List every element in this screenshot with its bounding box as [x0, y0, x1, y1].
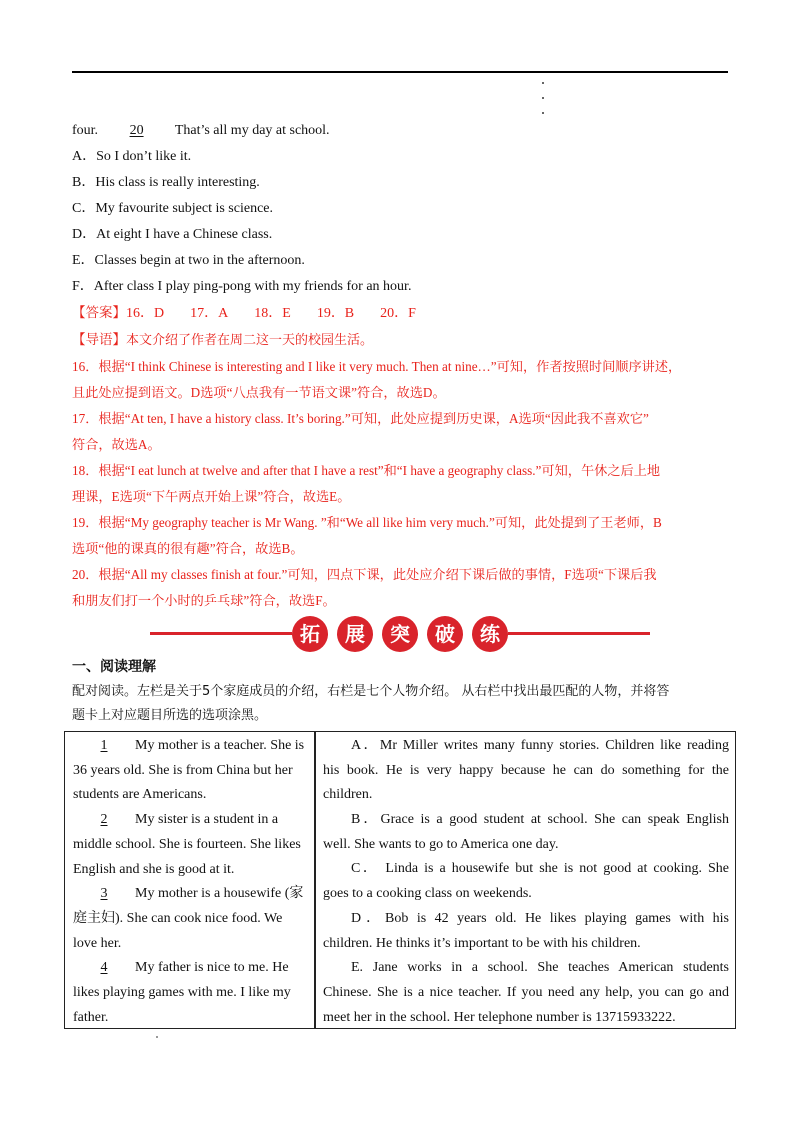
- option-e: E．Classes begin at two in the afternoon.: [72, 253, 305, 268]
- left-item-text: 36 years old. She is from China but her: [73, 762, 293, 778]
- matching-table: [64, 731, 736, 1029]
- right-item-a: [323, 734, 729, 808]
- option-a: A．So I don’t like it.: [72, 149, 192, 164]
- banner-char: 拓: [292, 616, 328, 652]
- option-f: F．After class I play ping-pong with my friends for an hour.: [72, 279, 412, 294]
- right-item-text: D．Bob is 42 years old. He likes playing games with his: [351, 910, 729, 926]
- explanation-18-line1: 18．根据“I eat lunch at twelve and after that I have a rest”和“I have a geography class.”可知，午休之后上地: [72, 463, 661, 478]
- left-item-text: My father is nice to me. He: [135, 960, 289, 976]
- option-d: D．At eight I have a Chinese class.: [72, 227, 273, 242]
- banner-char: 练: [472, 616, 508, 652]
- answer-blank-1[interactable]: 1: [100, 738, 108, 753]
- answer-line: [72, 300, 732, 327]
- right-item-text: his book. He is very happy because he can do something for the: [323, 762, 729, 778]
- guide-text: 本文介绍了作者在周二这一天的校园生活。: [126, 333, 374, 348]
- left-item-text: English and she is good at it.: [73, 861, 235, 877]
- answer-blank-3[interactable]: 3: [100, 886, 108, 902]
- right-item-c: [323, 857, 729, 906]
- right-item-b: [323, 808, 729, 857]
- right-item-text: children. He thinks it’s important to be with his children.: [323, 935, 641, 951]
- section-instruction: [72, 680, 732, 728]
- answer-18: 18．E: [254, 306, 291, 321]
- option-b: B．His class is really interesting.: [72, 175, 260, 190]
- explanation-16-line2: 且此处应提到语文。D选项“八点我有一节语文课”符合，故选D。: [72, 385, 446, 400]
- left-item-3: [73, 882, 309, 956]
- banner-char: 突: [382, 616, 418, 652]
- explanation-16-line1: 16．根据“I think Chinese is interesting and I like it very much. Then at nine…”可知，作者按照时间顺序讲述，: [72, 359, 682, 374]
- answer-17: 17．A: [190, 306, 229, 321]
- q20-line: [72, 118, 732, 144]
- option-c: C．My favourite subject is science.: [72, 201, 274, 216]
- right-item-text: Chinese. She is a nice teacher. If you need any help, you can go and: [323, 984, 729, 1000]
- right-item-e: [323, 956, 729, 1030]
- left-item-text: My mother is a housewife (家: [135, 886, 304, 902]
- instruction-line2: 题卡上对应题目所选的选项涂黑。: [72, 708, 268, 723]
- left-item-text: My mother is a teacher. She is: [135, 738, 305, 753]
- table-divider: [314, 732, 316, 1028]
- explanation-17-line1: 17．根据“At ten, I have a history class. It’s boring.”可知，此处应提到历史课，A选项“因此我不喜欢它”: [72, 411, 649, 426]
- explanation-20-line2: 和朋友们打一个小时的乒乓球”符合，故选F。: [72, 593, 336, 608]
- left-item-text: middle school. She is fourteen. She likes: [73, 836, 301, 852]
- left-item-text: likes playing games with me. I like my: [73, 985, 291, 1001]
- explanation-18-line2: 理课，E选项“下午两点开始上课”符合，故选E。: [72, 489, 351, 504]
- answer-blank-4[interactable]: 4: [100, 960, 108, 976]
- section-banner: [150, 616, 650, 652]
- left-item-text: 庭主妇). She can cook nice food. We: [73, 910, 283, 926]
- footer-dot: [156, 1036, 158, 1038]
- right-item-text: goes to a cooking class on weekends.: [323, 886, 532, 902]
- header-rule: [72, 71, 728, 73]
- question-block: [72, 118, 732, 614]
- left-item-4: [73, 956, 309, 1030]
- right-item-text: well. She wants to go to America one day.: [323, 836, 559, 852]
- right-item-text: meet her in the school. Her telephone number is 13715933222.: [323, 1009, 676, 1025]
- answer-19: 19．B: [316, 306, 355, 321]
- left-item-text: love her.: [73, 935, 122, 951]
- answer-16: 16．D: [126, 306, 165, 321]
- right-item-d: [323, 907, 729, 956]
- right-item-text: C． Linda is a housewife but she is not good at cooking. She: [351, 861, 729, 877]
- instruction-line1: 配对阅读。左栏是关于5个家庭成员的介绍，右栏是七个人物介绍。 从右栏中找出最匹配的人物，并将答: [72, 684, 670, 699]
- section-heading: 一、阅读理解: [72, 659, 156, 675]
- guide-line: [72, 327, 732, 354]
- left-item-2: [73, 808, 309, 882]
- explanations: [72, 354, 732, 614]
- left-item-text: My sister is a student in a: [135, 812, 279, 828]
- explanation-19-line1: 19．根据“My geography teacher is Mr Wang. ”和“We all like him very much.”可知，此处提到了王老师，B: [72, 515, 662, 530]
- explanation-20-line1: 20．根据“All my classes finish at four.”可知，四点下课，此处应介绍下课后做的事情，F选项“下课后我: [72, 567, 657, 582]
- answer-blank-2[interactable]: 2: [100, 812, 108, 828]
- banner-title: [292, 616, 508, 652]
- right-column: [323, 734, 729, 1030]
- q20-prefix: four.: [72, 123, 99, 138]
- left-item-text: father.: [73, 1009, 109, 1025]
- answer-tag: 【答案】: [72, 305, 126, 321]
- banner-char: 破: [427, 616, 463, 652]
- banner-rule-left: [150, 632, 292, 635]
- explanation-17-line2: 符合，故选A。: [72, 437, 161, 452]
- left-item-text: students are Americans.: [73, 787, 207, 803]
- right-item-text: E. Jane works in a school. She teaches American students: [351, 960, 729, 976]
- explanation-19-line2: 选项“他的课真的很有趣”符合，故选B。: [72, 541, 304, 556]
- right-item-text: children.: [323, 787, 373, 803]
- banner-char: 展: [337, 616, 373, 652]
- q20-blank: 20: [129, 123, 144, 138]
- banner-rule-right: [508, 632, 650, 635]
- right-item-text: A．Mr Miller writes many funny stories. Children like reading: [351, 738, 729, 753]
- left-item-1: [73, 734, 309, 808]
- guide-tag: 【导语】: [72, 332, 126, 348]
- q20-suffix: That’s all my day at school.: [174, 123, 330, 138]
- right-item-text: B．Grace is a good student at school. She can speak English: [351, 812, 729, 828]
- left-column: [73, 734, 309, 1030]
- answer-20: 20．F: [380, 306, 416, 321]
